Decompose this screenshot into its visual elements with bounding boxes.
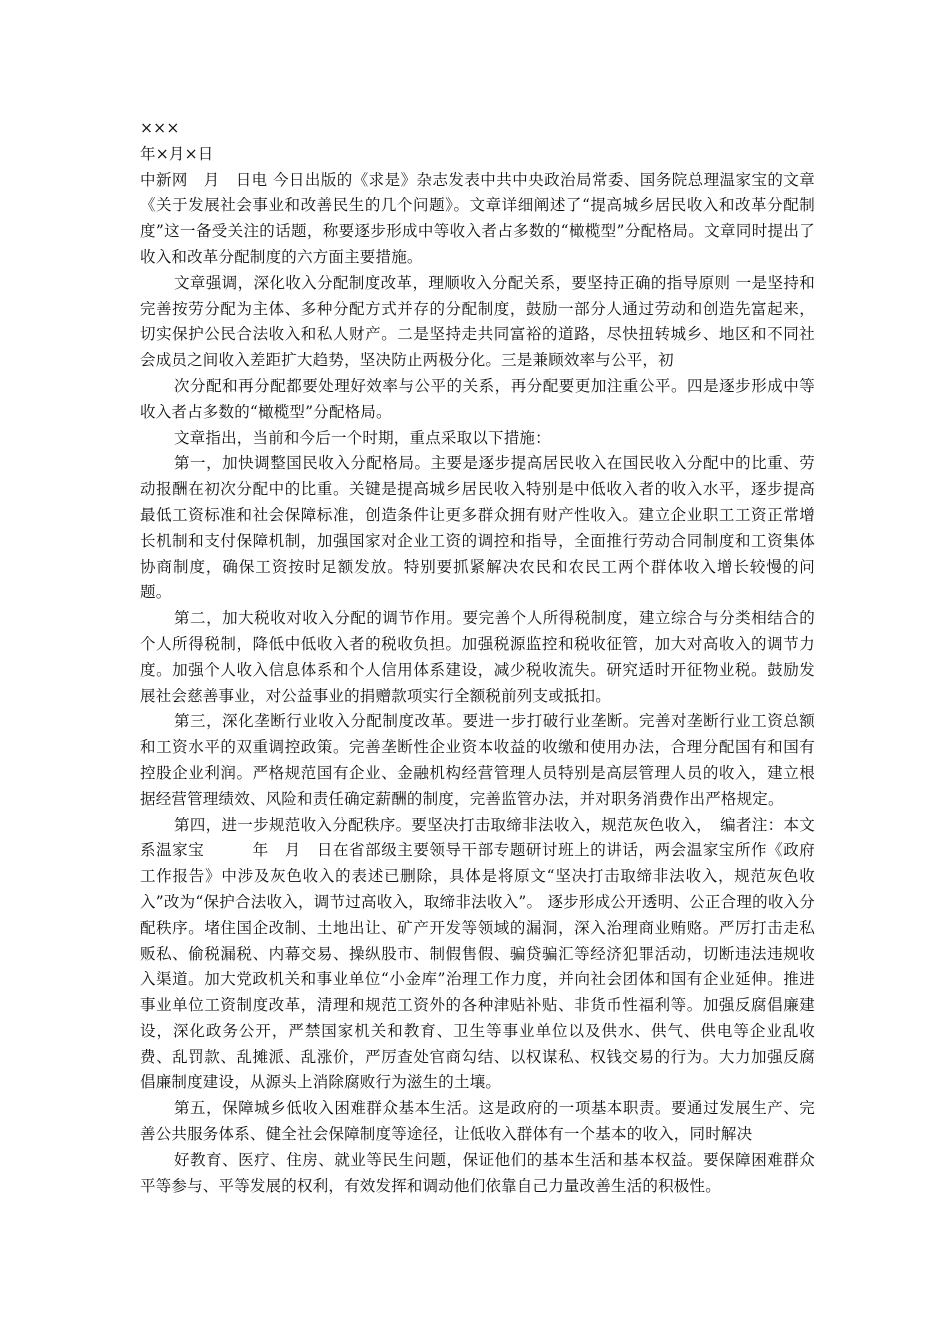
document-body — [140, 116, 815, 1199]
paragraph-measure-1: 第一，加快调整国民收入分配格局。主要是逐步提高居民收入在国民收入分配中的比重、劳动报酬在初次分配中的比重。关键是提高城乡居民收入特别是中低收入者的收入水平，逐步提高最低工资标准和社会保障标准，创造条件让更多群众拥有财产性收入。建立企业职工工资正常增长机制和支付保障机制，加强国家对企业工资的调控和指导，全面推行劳动合同制度和工资集体协商制度，确保工资按时足额发放。特别要抓紧解决农民和农民工两个群体收入增长较慢的问题。 — [140, 454, 815, 602]
paragraph-measure-5: 第五，保障城乡低收入困难群众基本生活。这是政府的一项基本职责。要通过发展生产、完善公共服务体系、健全社会保障制度等途径，让低收入群体有一个基本的收入，同时解决 — [140, 1099, 815, 1144]
paragraph-measure-2: 第二，加大税收对收入分配的调节作用。要完善个人所得税制度，建立综合与分类相结合的个人所得税制，降低中低收入者的税收负担。加强税源监控和税收征管，加大对高收入的调节力度。加强个人收入信息体系和个人信用体系建设，减少税收流失。研究适时开征物业税。鼓励发展社会慈善事业，对公益事业的捐赠款项实行全额税前列支或抵扣。 — [140, 609, 815, 705]
paragraph-measure-4: 第四，进一步规范收入分配秩序。要坚决打击取缔非法收入，规范灰色收入， 编者注：本文系温家宝 年 月 日在省部级主要领导干部专题研讨班上的讲话，两会温家宝所作《政府工作报告》中涉及灰色收入的表述已删除，具体是将原文“坚决打击取缔非法收入，规范灰色收入”改为“保护合法收入，调节过高收入，取缔非法收入”。 逐步形成公开透明、公正合理的收入分配秩序。堵住国企改制、土地出让、矿产开发等领域的漏洞，深入治理商业贿赂。严厉打击走私贩私、偷税漏税、内幕交易、操纵股市、制假售假、骗贷骗汇等经济犯罪活动，切断违法违规收入渠道。加大党政机关和事业单位“小金库”治理工作力度，并向社会团体和国有企业延伸。推进事业单位工资制度改革，清理和规范工资外的各种津贴补贴、非货币性福利等。加强反腐倡廉建设，深化政务公开，严禁国家机关和教育、卫生等事业单位以及供水、供气、供电等企业乱收费、乱罚款、乱摊派、乱涨价，严厉查处官商勾结、以权谋私、权钱交易的行为。大力加强反腐倡廉制度建设，从源头上消除腐败行为滋生的土壤。 — [140, 815, 815, 1092]
document-date: 年×月×日 — [140, 144, 214, 163]
paragraph-measures-intro: 文章指出，当前和今后一个时期，重点采取以下措施： — [174, 428, 551, 447]
paragraph-intro: 中新网 月 日电 今日出版的《求是》杂志发表中共中央政治局常委、国务院总理温家宝的文章《关于发展社会事业和改善民生的几个问题》。文章详细阐述了“提高城乡居民收入和改革分配制度”这一备受关注的话题，称要逐步形成中等收入者占多数的“橄榄型”分配格局。文章同时提出了收入和改革分配制度的六方面主要措施。 — [140, 170, 815, 266]
paragraph-principles-cont: 次分配和再分配都要处理好效率与公平的关系，再分配要更加注重公平。四是逐步形成中等收入者占多数的“橄榄型”分配格局。 — [140, 376, 815, 421]
paragraph-measure-3: 第三，深化垄断行业收入分配制度改革。要进一步打破行业垄断。完善对垄断行业工资总额和工资水平的双重调控政策。完善垄断性企业资本收益的收缴和使用办法，合理分配国有和国有控股企业利润。严格规范国有企业、金融机构经营管理人员特别是高层管理人员的收入，建立根据经营管理绩效、风险和责任确定薪酬的制度，完善监管办法，并对职务消费作出严格规定。 — [140, 712, 815, 808]
paragraph-measure-5-cont: 好教育、医疗、住房、就业等民生问题，保证他们的基本生活和基本权益。要保障困难群众平等参与、平等发展的权利，有效发挥和调动他们依靠自己力量改善生活的积极性。 — [140, 1150, 815, 1195]
paragraph-principles: 文章强调，深化收入分配制度改革，理顺收入分配关系，要坚持正确的指导原则 一是坚持和完善按劳分配为主体、多种分配方式并存的分配制度，鼓励一部分人通过劳动和创造先富起来，切实保护公民合法收入和私人财产。二是坚持走共同富裕的道路，尽快扭转城乡、地区和不同社会成员之间收入差距扩大趋势，坚决防止两极分化。三是兼顾效率与公平，初 — [140, 273, 815, 370]
author-signature: ××× — [140, 119, 180, 137]
